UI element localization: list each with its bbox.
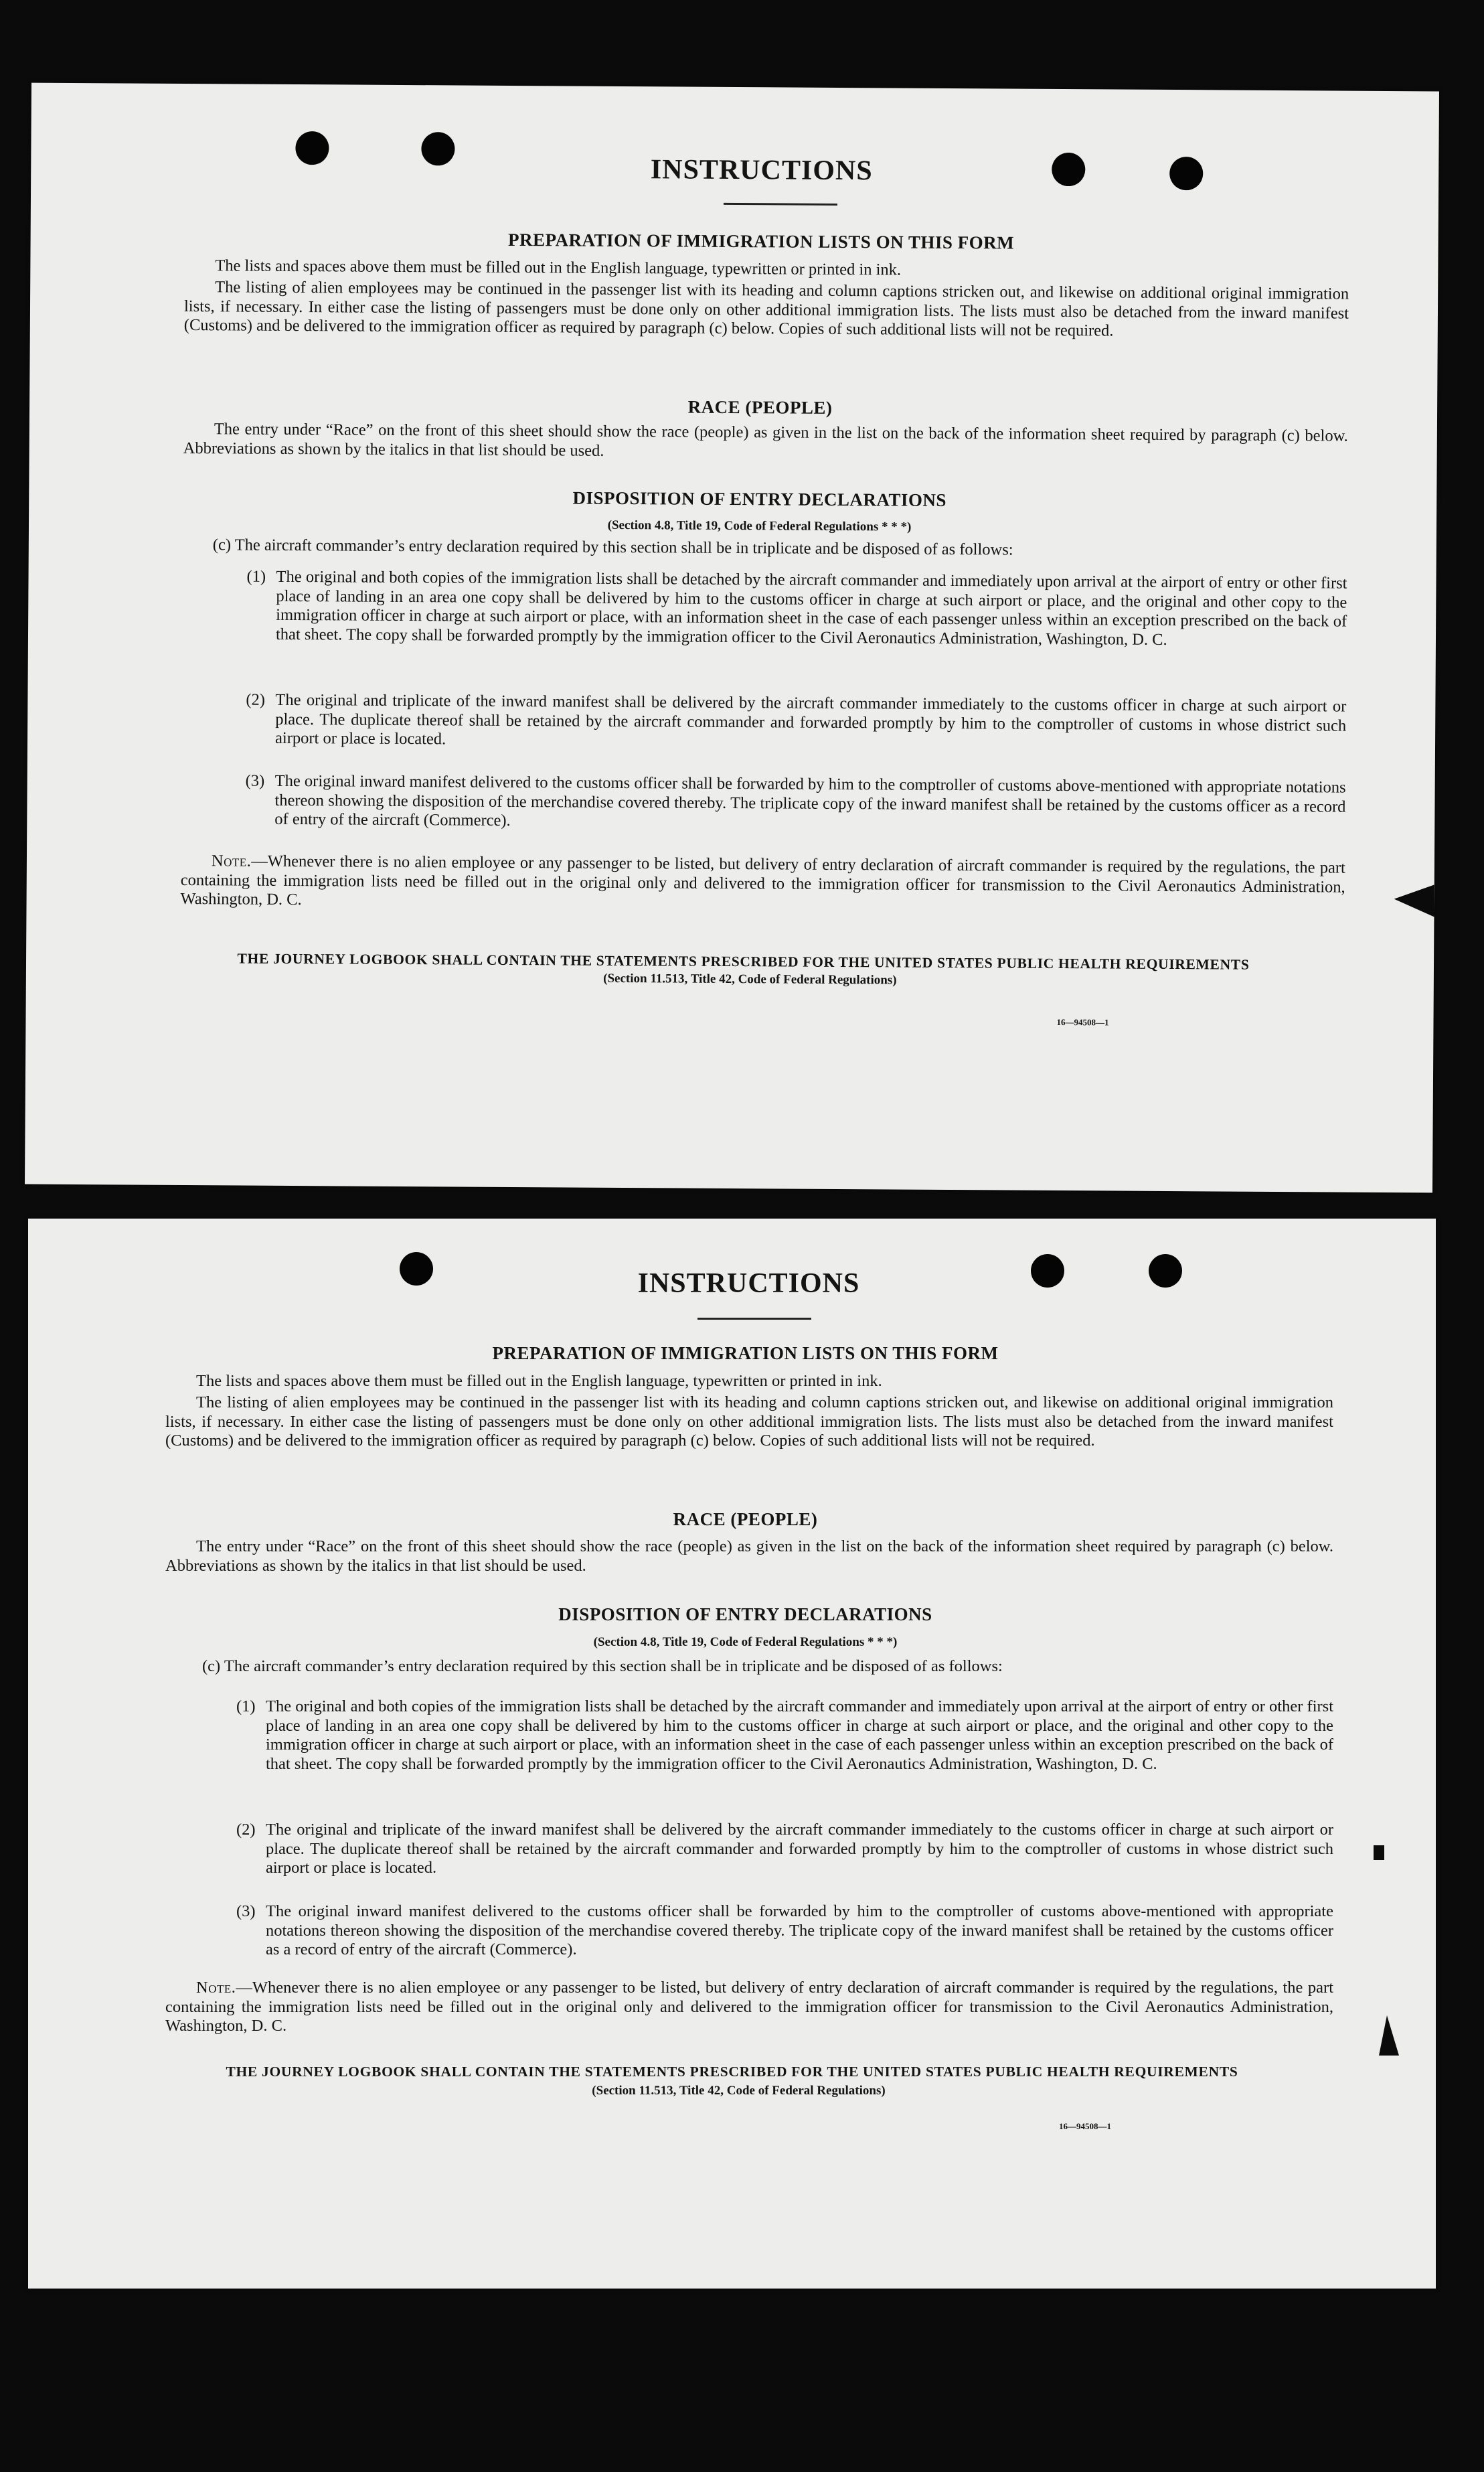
note-label: Note. (196, 1979, 236, 1997)
section-heading-preparation: PREPARATION OF IMMIGRATION LISTS ON THIS FORM (492, 1343, 999, 1363)
logbook-citation: (Section 11.513, Title 42, Code of Federal Regulations) (592, 2084, 886, 2098)
logbook-citation: (Section 11.513, Title 42, Code of Federal Regulations) (603, 971, 897, 988)
form-number: 16—94508—1 (1059, 2121, 1111, 2131)
regulation-citation: (Section 4.8, Title 19, Code of Federal Regulations * * *) (593, 1635, 898, 1649)
race-paragraph: The entry under “Race” on the front of this sheet should show the race (people) as given in the list on the back of the information sheet required by paragraph (c) below. Abbreviations as shown by the italics in that list should be used. (165, 1537, 1333, 1575)
disposition-item: (2) The original and triplicate of the inward manifest shall be delivered by the aircraft commander immediately to the customs officer in charge at such airport or place. The duplicate thereof shall be retained by the aircraft commander and forwarded promptly by him to the comptroller of customs in whose district such airport or place is located. (236, 1821, 1333, 1877)
disposition-intro: (c) The aircraft commander’s entry declaration required by this section shall be in triplicate and be disposed of as follows: (212, 536, 1013, 559)
preparation-paragraph: The lists and spaces above them must be filled out in the English language, typewritten or printed in ink. (215, 256, 902, 279)
preparation-paragraph: The lists and spaces above them must be filled out in the English language, typewritten or printed in ink. (196, 1372, 882, 1390)
disposition-item: (2) The original and triplicate of the inward manifest shall be delivered by the aircraft commander immediately to the customs officer in charge at such airport or place. The duplicate thereof shall be retained by the aircraft commander and forwarded promptly by him to the comptroller of customs in whose district such airport or place is located. (246, 690, 1347, 749)
page-title: INSTRUCTIONS (637, 1268, 860, 1299)
section-heading-race: RACE (PEOPLE) (673, 1509, 818, 1529)
section-heading-preparation: PREPARATION OF IMMIGRATION LISTS ON THIS FORM (508, 229, 1015, 253)
torn-edge (1394, 884, 1434, 917)
instruction-sheet-top (25, 83, 1439, 1193)
section-heading-race: RACE (PEOPLE) (687, 396, 833, 418)
preparation-paragraph: The listing of alien employees may be continued in the passenger list with its heading and column captions stricken out, and likewise on additional original immigration lists, if necessary. In either case the listing of passengers must be done only on other additional immigration lists. The lists must also be detached from the inward manifest (Customs) and be delivered to the immigration officer as required by paragraph (c) below. Copies of such additional lists will not be required. (165, 1393, 1333, 1450)
torn-edge (1379, 2015, 1399, 2056)
disposition-item: (1) The original and both copies of the immigration lists shall be detached by the aircraft commander and immediately upon arrival at the airport of entry or other first place of landing in an area one copy shall be delivered by him to the customs officer in charge at such airport or place, and the original and other copy to the immigration officer in charge at such airport or place, with an information sheet in the case of each passenger unless within an exception prescribed on the back of that sheet. The copy shall be forwarded promptly by the immigration officer to the Civil Aeronautics Administration, Washington, D. C. (236, 1697, 1333, 1773)
note-paragraph: Note.—Whenever there is no alien employee or any passenger to be listed, but delivery of entry declaration of aircraft commander is required by the regulations, the part containing the immigration lists need be filled out in the original only and delivered to the immigration officer for transmission to the Civil Aeronautics Administration, Washington, D. C. (180, 852, 1346, 909)
instruction-sheet-bottom (28, 1219, 1436, 2289)
section-heading-disposition: DISPOSITION OF ENTRY DECLARATIONS (572, 487, 947, 510)
form-number: 16—94508—1 (1056, 1016, 1109, 1028)
title-rule (724, 203, 837, 206)
disposition-item: (3) The original inward manifest delivered to the customs officer shall be forwarded by him to the comptroller of customs above-mentioned with appropriate notations thereon showing the disposition of the merchandise covered thereby. The triplicate copy of the inward manifest shall be retained by the customs officer as a record of entry of the aircraft (Commerce). (245, 771, 1346, 830)
logbook-statement: THE JOURNEY LOGBOOK SHALL CONTAIN THE STATEMENTS PRESCRIBED FOR THE UNITED STATES PUBLIC HEALTH REQUIREMENTS (237, 950, 1250, 973)
torn-edge (1374, 1845, 1384, 1860)
preparation-paragraph: The listing of alien employees may be continued in the passenger list with its heading and column captions stricken out, and likewise on additional original immigration lists, if necessary. In either case the listing of passengers must be done only on other additional immigration lists. The lists must also be detached from the inward manifest (Customs) and be delivered to the immigration officer as required by paragraph (c) below. Copies of such additional lists will not be required. (183, 278, 1349, 340)
disposition-intro: (c) The aircraft commander’s entry declaration required by this section shall be in triplicate and be disposed of as follows: (202, 1657, 1003, 1675)
section-heading-disposition: DISPOSITION OF ENTRY DECLARATIONS (558, 1604, 932, 1624)
disposition-item: (3) The original inward manifest delivered to the customs officer shall be forwarded by him to the comptroller of customs above-mentioned with appropriate notations thereon showing the disposition of the merchandise covered thereby. The triplicate copy of the inward manifest shall be retained by the customs officer as a record of entry of the aircraft (Commerce). (236, 1902, 1333, 1958)
page-title: INSTRUCTIONS (650, 154, 873, 187)
regulation-citation: (Section 4.8, Title 19, Code of Federal Regulations * * *) (607, 518, 912, 534)
disposition-item: (1) The original and both copies of the immigration lists shall be detached by the aircraft commander and immediately upon arrival at the airport of entry or other first place of landing in an area one copy shall be delivered by him to the customs officer in charge at such airport or place, and the original and other copy to the immigration officer in charge at such airport or place, with an information sheet in the case of each passenger unless within an exception prescribed on the back of that sheet. The copy shall be forwarded promptly by the immigration officer to the Civil Aeronautics Administration, Washington, D. C. (246, 567, 1347, 649)
note-label: Note. (211, 852, 252, 870)
title-rule (697, 1318, 811, 1320)
note-paragraph: Note.—Whenever there is no alien employee or any passenger to be listed, but delivery of entry declaration of aircraft commander is required by the regulations, the part containing the immigration lists need be filled out in the original only and delivered to the immigration officer for transmission to the Civil Aeronautics Administration, Washington, D. C. (165, 1979, 1333, 2035)
logbook-statement: THE JOURNEY LOGBOOK SHALL CONTAIN THE STATEMENTS PRESCRIBED FOR THE UNITED STATES PUBLIC HEALTH REQUIREMENTS (226, 2064, 1238, 2080)
race-paragraph: The entry under “Race” on the front of this sheet should show the race (people) as given in the list on the back of the information sheet required by paragraph (c) below. Abbreviations as shown by the italics in that list should be used. (183, 420, 1348, 460)
